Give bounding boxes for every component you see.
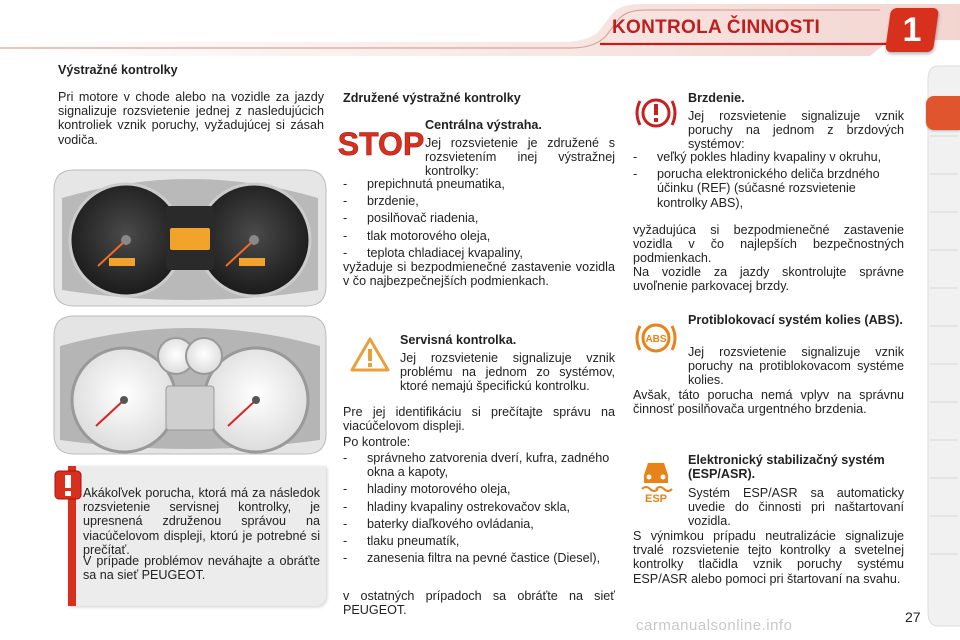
list-item: - porucha elektronického deliča brzdného účinku (REF) (súčasné rozsvietenie kontrolky ABS), [633,167,904,210]
list-item: - posilňovač riadenia, [343,211,615,225]
list-item: - tlaku pneumatík, [343,534,615,548]
warning-text-1: Akákoľvek porucha, ktorá má za následok rozsvietenie servisnej kontrolky, je upresnená združenou správou na viacúčelovom displeji, ktorú je potrebné si prečítať. [83,486,320,557]
instrument-cluster-image-light [54,316,326,454]
service-warning-p2: Po kontrole: [343,435,411,449]
service-warning-title: Servisná kontrolka. [400,333,517,347]
list-item: - veľký pokles hladiny kvapaliny v okruhu, [633,150,904,164]
central-warning-title: Centrálna výstraha. [425,118,542,132]
list-item: - hladiny kvapaliny ostrekovačov skla, [343,500,615,514]
brake-p2: Na vozidle za jazdy skontrolujte správne uvoľnenie parkovacej brzdy. [633,265,904,294]
list-item: - baterky diaľkového ovládania, [343,517,615,531]
col1-intro: Pri motore v chode alebo na vozidle za jazdy signalizuje rozsvietenie jednej z nasledujúcich kontroliek vznik poruchy, vyžadujúcej si zásah vodiča. [58,90,324,147]
page-number: 27 [905,609,921,625]
list-item: - brzdenie, [343,194,615,208]
abs-desc: Jej rozsvietenie signalizuje vznik poruchy na protiblokovacom systéme kolies. [688,345,904,388]
stop-icon-label: STOP [337,126,425,162]
list-item: - zanesenia filtra na pevné častice (Diesel), [343,551,615,565]
abs-title: Protiblokovací systém kolies (ABS). [688,313,903,327]
abs-p1: Avšak, táto porucha nemá vplyv na správnu činnosť posilňovača urgentného brzdenia. [633,388,904,417]
service-warning-p1: Pre jej identifikáciu si prečítajte správu na viacúčelovom displeji. [343,405,615,434]
list-item: - prepichnutá pneumatika, [343,177,615,191]
brake-desc: Jej rozsvietenie signalizuje vznik poruchy na jednom z brzdových systémov: [688,109,904,152]
chapter-number: 1 [902,11,922,49]
list-item: - hladiny motorového oleja, [343,482,615,496]
central-warning-desc: Jej rozsvietenie je združené s rozsvietením inej výstražnej kontrolky: [425,136,615,179]
central-warning-list [343,177,615,260]
side-tab-strip [928,66,960,626]
page-title: KONTROLA ČINNOSTI [612,17,821,38]
col2-heading: Združené výstražné kontrolky [343,91,521,105]
list-item: - teplota chladiacej kvapaliny, [343,246,615,260]
side-tab-active[interactable] [926,96,960,130]
esp-p1: S výnimkou prípadu neutralizácie signalizuje trvalé rozsvietenie tejto kontrolky a svetelnej kontrolky tlačidla vznik poruchy systému ESP/ASR alebo pomoci pri štartovaní na svahu. [633,529,904,586]
abs-warning-icon [634,318,678,358]
brake-p1: vyžadujúca si bezpodmienečné zastavenie vozidla v čo najlepších bezpečnostných podmienkach. [633,223,904,266]
brake-title: Brzdenie. [688,91,745,105]
central-warning-tail: vyžaduje si bezpodmienečné zastavenie vozidla v čo najbezpečnejších podmienkach. [343,260,615,289]
esp-icon-label: ESP [644,493,668,505]
brake-list [633,150,904,210]
col1-heading: Výstražné kontrolky [58,63,178,77]
service-warning-desc: Jej rozsvietenie signalizuje vznik problému na jednom zo systémov, ktoré nemajú špecifickú kontrolku. [400,351,615,394]
stop-icon [337,124,425,162]
list-item: - tlak motorového oleja, [343,229,615,243]
esp-desc: Systém ESP/ASR sa automaticky uvedie do činnosti pri naštartovaní vozidla. [688,486,904,529]
service-warning-icon [350,337,390,373]
esp-title: Elektronický stabilizačný systém (ESP/ASR). [688,453,885,482]
warning-text-2: V prípade problémov neváhajte a obráťte sa na sieť PEUGEOT. [83,554,320,583]
brake-warning-icon [634,93,678,133]
list-item: - správneho zatvorenia dverí, kufra, zadného okna a kapoty, [343,451,615,479]
watermark: carmanualsonline.info [636,617,793,634]
abs-icon-label: ABS [645,334,667,345]
instrument-cluster-image [54,170,326,306]
esp-warning-icon [636,455,676,503]
exclamation-icon [54,470,82,500]
service-warning-tail: v ostatných prípadoch sa obráťte na sieť PEUGEOT. [343,589,615,618]
service-check-list [343,451,615,566]
